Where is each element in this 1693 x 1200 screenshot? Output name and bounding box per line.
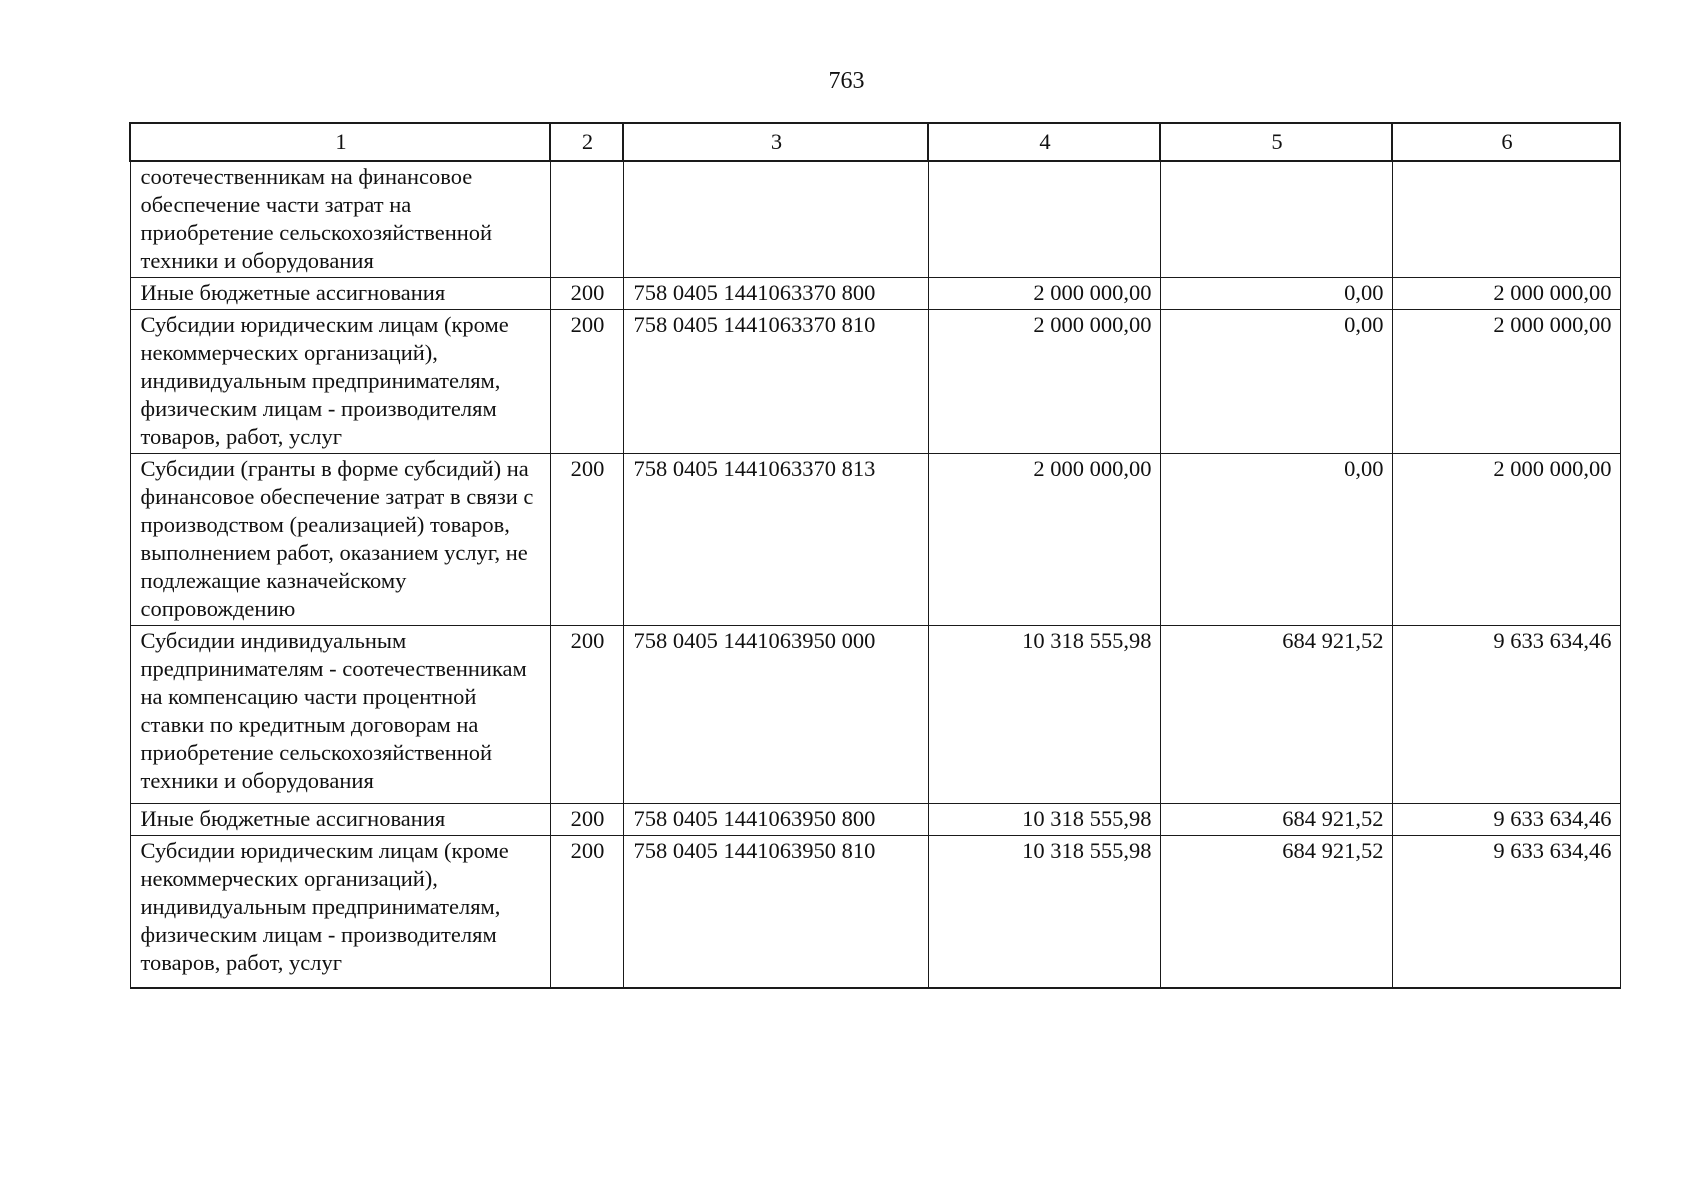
row-name-cell: Иные бюджетные ассигнования (130, 804, 550, 836)
table-row (130, 278, 1620, 310)
row-amount-4-cell: 10 318 555,98 (928, 836, 1160, 989)
row-amount-4-cell: 10 318 555,98 (928, 626, 1160, 804)
row-code-cell: 758 0405 1441063370 810 (623, 310, 928, 454)
row-amount-5-cell: 684 921,52 (1160, 626, 1392, 804)
row-amount-5-cell: 0,00 (1160, 278, 1392, 310)
row-amount-6-cell: 9 633 634,46 (1392, 804, 1620, 836)
row-amount-5-cell: 684 921,52 (1160, 836, 1392, 989)
table-row (130, 310, 1620, 454)
row-name-cell: Субсидии индивидуальным предпринимателям - соотечественникам на компенсацию части процентной ставки по кредитным договорам на приобретение сельскохозяйственной техники и оборудования (130, 626, 550, 804)
table-row (130, 161, 1620, 278)
row-grbs-cell: 200 (550, 454, 623, 626)
table-row (130, 454, 1620, 626)
row-amount-5-cell: 0,00 (1160, 454, 1392, 626)
row-name-cell: соотечественникам на финансовое обеспечение части затрат на приобретение сельскохозяйственной техники и оборудования (130, 161, 550, 278)
row-code-cell: 758 0405 1441063950 800 (623, 804, 928, 836)
row-name-cell: Субсидии юридическим лицам (кроме некоммерческих организаций), индивидуальным предпринимателям, физическим лицам - производителям товаров, работ, услуг (130, 310, 550, 454)
row-amount-5-cell: 0,00 (1160, 310, 1392, 454)
row-amount-6-cell: 2 000 000,00 (1392, 310, 1620, 454)
row-amount-5-cell (1160, 161, 1392, 278)
row-amount-6-cell: 9 633 634,46 (1392, 626, 1620, 804)
table-row (130, 804, 1620, 836)
row-grbs-cell: 200 (550, 626, 623, 804)
row-code-cell: 758 0405 1441063950 810 (623, 836, 928, 989)
row-amount-6-cell: 2 000 000,00 (1392, 454, 1620, 626)
row-grbs-cell (550, 161, 623, 278)
table-body (130, 161, 1620, 988)
row-amount-4-cell: 2 000 000,00 (928, 310, 1160, 454)
column-header-5: 5 (1160, 123, 1392, 161)
row-amount-4-cell (928, 161, 1160, 278)
row-name-cell: Субсидии юридическим лицам (кроме некоммерческих организаций), индивидуальным предпринимателям, физическим лицам - производителям товаров, работ, услуг (130, 836, 550, 989)
column-header-6: 6 (1392, 123, 1620, 161)
column-header-3: 3 (623, 123, 928, 161)
row-code-cell: 758 0405 1441063950 000 (623, 626, 928, 804)
table-row (130, 836, 1620, 989)
row-code-cell: 758 0405 1441063370 800 (623, 278, 928, 310)
row-grbs-cell: 200 (550, 804, 623, 836)
table-header (130, 123, 1620, 161)
row-amount-4-cell: 2 000 000,00 (928, 454, 1160, 626)
row-amount-6-cell (1392, 161, 1620, 278)
page-number: 763 (828, 68, 865, 94)
row-grbs-cell: 200 (550, 278, 623, 310)
header-row (130, 123, 1620, 161)
row-amount-5-cell: 684 921,52 (1160, 804, 1392, 836)
row-amount-4-cell: 2 000 000,00 (928, 278, 1160, 310)
row-grbs-cell: 200 (550, 310, 623, 454)
budget-table (129, 122, 1621, 989)
row-grbs-cell: 200 (550, 836, 623, 989)
row-amount-6-cell: 9 633 634,46 (1392, 836, 1620, 989)
column-header-2: 2 (550, 123, 623, 161)
row-name-cell: Иные бюджетные ассигнования (130, 278, 550, 310)
row-code-cell (623, 161, 928, 278)
row-name-cell: Субсидии (гранты в форме субсидий) на финансовое обеспечение затрат в связи с производством (реализацией) товаров, выполнением работ, оказанием услуг, не подлежащие казначейскому сопровождению (130, 454, 550, 626)
table-row (130, 626, 1620, 804)
row-amount-4-cell: 10 318 555,98 (928, 804, 1160, 836)
column-header-4: 4 (928, 123, 1160, 161)
row-code-cell: 758 0405 1441063370 813 (623, 454, 928, 626)
column-header-1: 1 (130, 123, 550, 161)
row-amount-6-cell: 2 000 000,00 (1392, 278, 1620, 310)
